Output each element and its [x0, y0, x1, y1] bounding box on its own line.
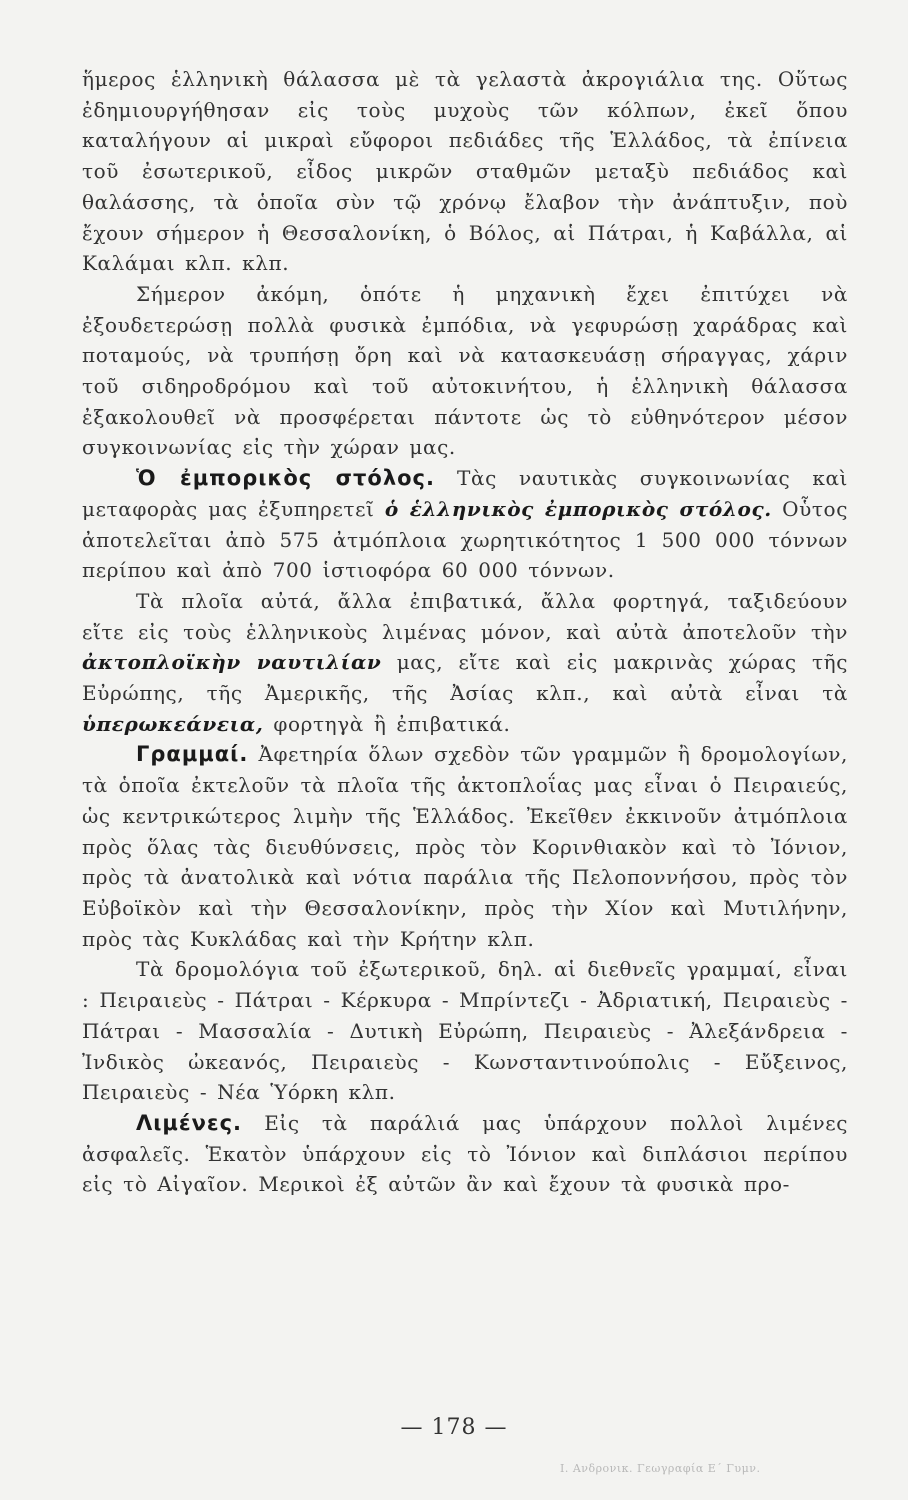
section-heading-ports: Λιμένες. [136, 1110, 242, 1135]
page-number: — 178 — [400, 1415, 508, 1440]
text-span: Ἀφετηρία ὅλων σχεδὸν τῶν γραμμῶν ἢ δρομολογίων, τὰ ὁποῖα ἐκτελοῦν τὰ πλοῖα τῆς ἀκτοπλοΐας μας εἶναι ὁ Πειραιεύς, ὡς κεντρικώτερος λιμὴν τῆς Ἑλλάδος. Ἐκεῖθεν ἐκκινοῦν ἀτμόπλοια πρὸς ὅλας τὰς διευθύνσεις, πρὸς τὸν Κορινθιακὸν καὶ τὸ Ἰόνιον, πρὸς τὰ ἀνατολικὰ καὶ νότια παράλια τῆς Πελοποννήσου, πρὸς τὸν Εὐβοϊκὸν καὶ τὴν Θεσσαλονίκην, πρὸς τὴν Χίον καὶ Μυτιλήνην, πρὸς τὰς Κυκλάδας καὶ τὴν Κρήτην κλπ. [82, 742, 848, 951]
paragraph-international-routes: Τὰ δρομολόγια τοῦ ἐξωτερικοῦ, δηλ. αἱ διεθνεῖς γραμμαί, εἶναι : Πειραιεὺς - Πάτραι - Κέρκυρα - Μπρίντεζι - Ἀδριατική, Πειραιεὺς - Πάτραι - Μασσαλία - Δυτικὴ Εὐρώπη, Πειραιεὺς - Ἀλεξάνδρεια - Ἰνδικὸς ὠκεανός, Πειραιεὺς - Κωνσταντινούπολις - Εὔξεινος, Πειραιεὺς - Νέα Ὑόρκη κλπ. [82, 957, 848, 1105]
bleed-through-footer: Ι. Ανδρονικ. Γεωγραφία Ε΄ Γυμν. [560, 1462, 761, 1475]
emphasis-coastal-shipping: ἀκτοπλοϊκὴν ναυτιλίαν [82, 650, 382, 675]
emphasis-ocean-liners: ὑπερωκεάνεια, [82, 711, 264, 736]
paragraph-merchant-fleet [82, 463, 848, 586]
paragraph-1: ἥμερος ἑλληνικὴ θάλασσα μὲ τὰ γελαστὰ ἀκρογιάλια της. Οὕτως ἐδημιουργήθησαν εἰς τοὺς μυχοὺς τῶν κόλπων, ἐκεῖ ὅπου καταλήγουν αἱ μικραὶ εὔφοροι πεδιάδες τῆς Ἑλλάδος, τὰ ἐπίνεια τοῦ ἐσωτερικοῦ, εἶδος μικρῶν σταθμῶν μεταξὺ πεδιάδος καὶ θαλάσσης, τὰ ὁποῖα σὺν τῷ χρόνῳ ἔλαβον τὴν ἀνάπτυξιν, ποὺ ἔχουν σήμερον ἡ Θεσσαλονίκη, ὁ Βόλος, αἱ Πάτραι, ἡ Καβάλλα, αἱ Καλάμαι κλπ. κλπ. [82, 67, 848, 276]
text-span: φορτηγὰ ἢ ἐπιβατικά. [263, 711, 511, 736]
paragraph-ships [82, 586, 848, 740]
text-span: Τὰς ναυτικὰς συγκοινωνίας καὶ μεταφορὰς μας ἐξυπηρετεῖ [82, 466, 848, 521]
paragraph-lines [82, 739, 848, 954]
body-text [82, 64, 848, 1200]
text-span: Οὗτος ἀποτελεῖται ἀπὸ 575 ἀτμόπλοια χωρητικότητος 1 500 000 τόννων περίπου καὶ ἀπὸ 700 ἱστιοφόρα 60 000 τόννων. [82, 496, 848, 583]
text-span: Τὰ πλοῖα αὐτά, ἄλλα ἐπιβατικά, ἄλλα φορτηγά, ταξιδεύουν εἴτε εἰς τοὺς ἑλληνικοὺς λιμένας μόνον, καὶ αὐτὰ ἀποτελοῦν τὴν [82, 588, 848, 644]
section-heading-merchant-fleet: Ὁ ἐμπορικὸς στόλος. [136, 466, 435, 491]
emphasis-merchant-fleet: ὁ ἑλληνικὸς ἐμπορικὸς στόλος. [384, 496, 772, 521]
text-span: μας, εἴτε καὶ εἰς μακρινὰς χώρας τῆς Εὐρώπης, τῆς Ἀμερικῆς, τῆς Ἀσίας κλπ., καὶ αὐτὰ εἶναι τὰ [82, 650, 849, 706]
text-span: Εἰς τὰ παράλιά μας ὑπάρχουν πολλοὶ λιμένες ἀσφαλεῖς. Ἑκατὸν ὑπάρχουν εἰς τὸ Ἰόνιον καὶ διπλάσιοι περίπου εἰς τὸ Αἰγαῖον. Μερικοὶ ἐξ αὐτῶν ἂν καὶ ἔχουν τὰ φυσικὰ προ- [82, 1110, 848, 1197]
paragraph-2: Σήμερον ἀκόμη, ὁπότε ἡ μηχανικὴ ἔχει ἐπιτύχει νὰ ἐξουδετερώσῃ πολλὰ φυσικὰ ἐμπόδια, νὰ γεφυρώσῃ χαράδρας καὶ ποταμούς, νὰ τρυπήσῃ ὄρη καὶ νὰ κατασκευάσῃ σήραγγας, χάριν τοῦ σιδηροδρόμου καὶ τοῦ αὐτοκινήτου, ἡ ἑλληνικὴ θάλασσα ἐξακολουθεῖ νὰ προσφέρεται πάντοτε ὡς τὸ εὐθηνότερον μέσον συγκοινωνίας εἰς τὴν χώραν μας. [82, 281, 848, 460]
paragraph-ports [82, 1108, 848, 1200]
section-heading-lines: Γραμμαί. [136, 742, 249, 767]
